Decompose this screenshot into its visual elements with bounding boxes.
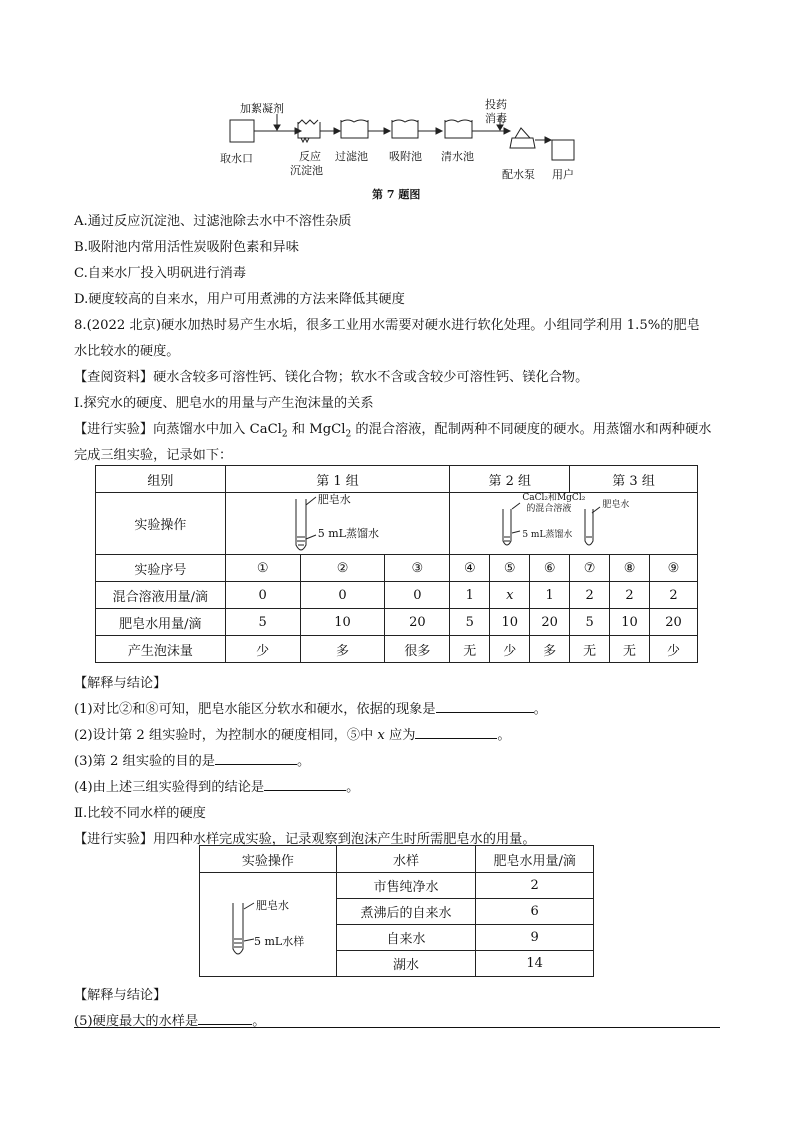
- experiment-paragraph-part2: 【进行实验】用四种水样完成实验，记录观察到泡沫产生时所需肥皂水的用量。: [74, 832, 536, 847]
- mixed-solution-label-2: 的混合溶液: [526, 504, 572, 514]
- table-row: 肥皂水 5 mL水样 市售纯净水 2: [200, 873, 594, 899]
- experiment-paragraph-2: 完成三组实验，记录如下：: [74, 448, 233, 463]
- question-2: (2)设计第 2 组实验时，为控制水的硬度相同，⑤中 x 应为 。: [74, 724, 511, 743]
- part2-title: Ⅱ.比较不同水样的硬度: [74, 806, 206, 821]
- table-row: 自来水 9: [200, 925, 594, 951]
- experiment-table-2: [199, 845, 594, 977]
- group1-operation-image: [225, 493, 450, 555]
- soap-water-label: 肥皂水: [317, 493, 351, 506]
- experiment-table-1: [95, 465, 698, 663]
- table-row: 肥皂水用量/滴 5 10 20 5 10 20 5 10 20: [96, 609, 698, 636]
- experiment-paragraph-1: 【进行实验】向蒸馏水中加入 CaCl$_2$ 和 MgCl$_2$ 的混合溶液，配制两种不同硬度的硬水。用蒸馏水和两种硬水: [74, 422, 712, 440]
- pump-label: 配水泵: [502, 168, 535, 181]
- q7-option-d: D.硬度较高的自来水，用户可用煮沸的方法来降低其硬度: [74, 292, 405, 307]
- table-row: 煮沸后的自来水 6: [200, 899, 594, 925]
- operation-label: 实验操作: [96, 493, 226, 555]
- reaction-label-2: 沉淀池: [290, 164, 323, 177]
- header-group-1: 第 1 组: [225, 466, 450, 493]
- explain-title: 【解释与结论】: [74, 676, 167, 691]
- filter-label: 过滤池: [335, 150, 368, 163]
- clear-tank: [445, 120, 472, 138]
- q8-intro-1: 8.(2022 北京)硬水加热时易产生水垢，很多工业用水需要对硬水进行软化处理。小组同学利用 1.5%的肥皂: [74, 318, 700, 333]
- group23-operation-image: [450, 493, 698, 555]
- research-paragraph: 【查阅资料】硬水含较多可溶性钙、镁化合物；软水不含或含较少可溶性钙、镁化合物。: [74, 370, 589, 385]
- answer-blank-2[interactable]: [415, 725, 497, 739]
- q8-intro-2: 水比较水的硬度。: [74, 344, 180, 359]
- user-box: [552, 140, 574, 160]
- header-group: 组别: [96, 466, 226, 493]
- q7-option-b: B.吸附池内常用活性炭吸附色素和异味: [74, 240, 299, 255]
- page-divider: [74, 1027, 720, 1028]
- operation-image: [200, 873, 337, 977]
- filter-tank: [341, 120, 368, 138]
- table-row: 湖水 14: [200, 951, 594, 977]
- soap-water-label: 肥皂水: [602, 500, 630, 510]
- answer-blank-1[interactable]: [436, 699, 534, 713]
- mixed-solution-label-1: CaCl₂和MgCl₂: [522, 493, 586, 503]
- intake-box: [230, 120, 254, 142]
- distilled-water-label: 5 mL蒸馏水: [317, 527, 379, 540]
- clear-label: 清水池: [441, 150, 474, 163]
- header-group-3: 第 3 组: [570, 466, 698, 493]
- table-row: 实验序号 ① ② ③ ④ ⑤ ⑥ ⑦ ⑧ ⑨: [96, 555, 698, 582]
- figure-caption: 第 7 题图: [372, 188, 421, 201]
- distilled-water-label: 5 mL蒸馏水: [522, 530, 573, 540]
- reaction-tank: [298, 122, 320, 138]
- table-row: 混合溶液用量/滴 0 0 0 1 x 1 2 2 2: [96, 582, 698, 609]
- question-1: (1)对比②和⑧可知，肥皂水能区分软水和硬水，依据的现象是 。: [74, 698, 547, 717]
- adsorb-tank: [392, 120, 418, 138]
- q7-option-a: A.通过反应沉淀池、过滤池除去水中不溶性杂质: [74, 214, 352, 229]
- question-3: (3)第 2 组实验的目的是 。: [74, 750, 310, 769]
- answer-blank-5[interactable]: [198, 1011, 252, 1025]
- header-amount: 肥皂水用量/滴: [476, 846, 594, 873]
- reaction-label-1: 反应: [299, 150, 321, 163]
- soap-water-label: 肥皂水: [256, 899, 289, 912]
- question-4: (4)由上述三组实验得到的结论是 。: [74, 776, 359, 795]
- dose-label-2: 消毒: [485, 112, 507, 125]
- header-operation: 实验操作: [200, 846, 337, 873]
- sample-water-label: 5 mL水样: [254, 935, 305, 948]
- q7-option-c: C.自来水厂投入明矾进行消毒: [74, 266, 247, 281]
- question-5: (5)硬度最大的水样是 。: [74, 1010, 265, 1029]
- header-group-2: 第 2 组: [450, 466, 570, 493]
- pump-shape: [510, 138, 535, 148]
- part1-title: Ⅰ.探究水的硬度、肥皂水的用量与产生泡沫量的关系: [74, 396, 374, 411]
- user-label: 用户: [552, 168, 574, 181]
- dose-label-1: 投药: [485, 98, 507, 111]
- answer-blank-4[interactable]: [264, 777, 346, 791]
- header-sample: 水样: [336, 846, 476, 873]
- intake-label: 取水口: [220, 152, 253, 165]
- explain-title-2: 【解释与结论】: [74, 988, 167, 1003]
- table-row: 产生泡沫量 少 多 很多 无 少 多 无 无 少: [96, 636, 698, 663]
- coagulant-label: 加絮凝剂: [240, 102, 284, 115]
- answer-blank-3[interactable]: [215, 751, 297, 765]
- adsorb-label: 吸附池: [389, 150, 422, 163]
